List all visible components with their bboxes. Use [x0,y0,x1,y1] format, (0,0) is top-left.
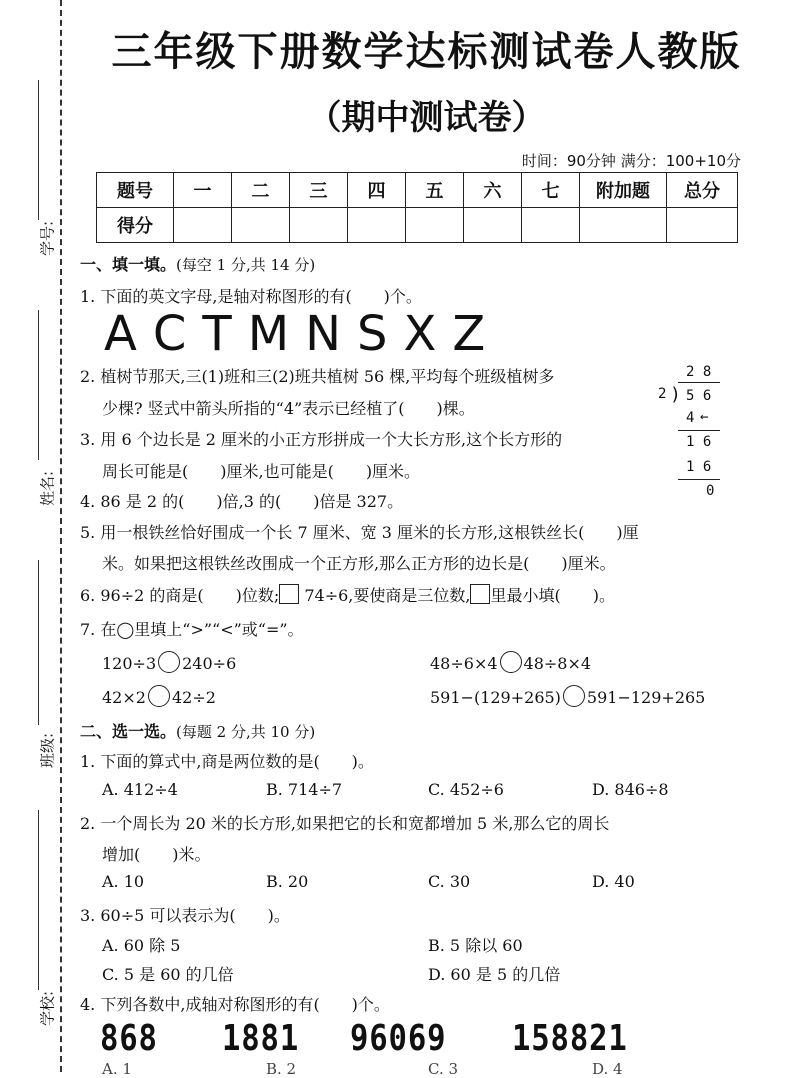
compare-circle[interactable] [158,651,180,673]
binding-dashed-line [60,0,62,1072]
division-bracket: ) [670,384,681,405]
option[interactable]: D. 846÷8 [592,780,669,799]
student-id-line [38,80,39,220]
compare-circle[interactable] [148,685,170,707]
division-dividend: 5 6 [686,388,712,404]
score-cell: 六 [464,173,522,208]
s1-question-3-line2: 周长可能是( )厘米,也可能是( )厘米。 [102,462,421,481]
s1-question-2-line1: 2. 植树节那天,三(1)班和三(2)班共植树 56 棵,平均每个班级植树多 [80,367,555,386]
s1-question-1: 1. 下面的英文字母,是轴对称图形的有( )个。 [80,287,422,306]
s1-question-5-line1: 5. 用一根铁丝恰好围成一个长 7 厘米、宽 3 厘米的长方形,这根铁丝长( )厘 [80,523,639,542]
division-step1: 4 [686,410,695,426]
blank-box[interactable] [279,584,299,604]
division-step2: 1 6 [686,434,712,450]
option[interactable]: B. 2 [266,1060,297,1078]
s1-question-5-line2: 米。如果把这根铁丝改围成一个正方形,那么正方形的边长是( )厘米。 [102,554,616,573]
score-cell: 一 [174,173,232,208]
s2-question-2-line2: 增加( )米。 [102,845,211,864]
letter: Z [452,306,488,362]
page-subtitle: （期中测试卷） [307,98,546,138]
score-cell: 七 [522,173,580,208]
score-table-header-row [97,173,738,208]
compare-circle[interactable] [563,685,585,707]
compare-circle[interactable] [500,651,522,673]
division-line [678,479,720,480]
score-input-cell[interactable] [232,208,290,243]
option[interactable]: B. 20 [266,872,309,891]
letter: C [152,306,189,362]
digital-number: 96069 [350,1018,447,1059]
score-cell: 总分 [667,173,738,208]
digital-number: 158821 [512,1018,628,1059]
option[interactable]: D. 4 [592,1060,623,1078]
option[interactable]: B. 714÷7 [266,780,343,799]
compare-item [102,651,236,673]
q6-part-a: 6. 96÷2 的商是( )位数; [80,586,280,605]
compare-left: 120÷3 [102,654,157,673]
option[interactable]: A. 412÷4 [102,780,178,799]
letter: X [403,306,439,362]
digital-number: 868 [100,1018,158,1059]
score-input-cell[interactable] [348,208,406,243]
section1-heading [80,252,315,275]
score-cell: 五 [406,173,464,208]
s1-question-2-line2: 少棵? 竖式中箭头所指的“4”表示已经植了( )棵。 [102,399,475,418]
s2-question-1: 1. 下面的算式中,商是两位数的是( )。 [80,752,374,771]
letter-row [104,306,501,362]
s1-question-3-line1: 3. 用 6 个边长是 2 厘米的小正方形拼成一个大长方形,这个长方形的 [80,430,563,449]
section1-note: (每空 1 分,共 14 分) [176,256,316,274]
compare-left: 42×2 [102,688,146,707]
option[interactable]: A. 60 除 5 [102,936,181,955]
division-divisor: 2 [658,386,667,402]
compare-item [102,685,216,707]
page-title: 三年级下册数学达标测试卷人教版 [111,29,742,75]
option[interactable]: C. 3 [428,1060,459,1078]
option[interactable]: B. 5 除以 60 [428,936,523,955]
compare-item [430,651,591,673]
long-division [650,360,730,510]
letter: T [202,306,234,362]
letter: M [247,306,292,362]
division-remainder: 0 [706,483,715,499]
division-step3: 1 6 [686,459,712,475]
compare-left: 591−(129+265) [430,688,561,707]
score-input-cell[interactable] [580,208,667,243]
letter: N [305,306,344,362]
section2-heading [80,719,315,742]
s1-question-6 [80,583,615,606]
score-cell: 得分 [97,208,174,243]
score-input-cell[interactable] [290,208,348,243]
score-cell: 附加题 [580,173,667,208]
school-label: 学校: [38,990,57,1027]
score-cell: 四 [348,173,406,208]
score-input-cell[interactable] [406,208,464,243]
compare-right: 240÷6 [182,654,237,673]
section2-title: 二、选一选。 [80,722,177,741]
score-input-cell[interactable] [464,208,522,243]
letter: A [104,306,139,362]
s1-question-7: 7. 在◯里填上“>”“<”或“=”。 [80,620,304,639]
compare-right: 42÷2 [171,688,216,707]
class-label: 班级: [38,732,57,769]
compare-left: 48÷6×4 [430,654,498,673]
section2-note: (每题 2 分,共 10 分) [176,723,316,741]
score-table-score-row [97,208,738,243]
name-label: 姓名: [38,470,57,507]
score-input-cell[interactable] [667,208,738,243]
score-input-cell[interactable] [174,208,232,243]
digital-number: 1881 [222,1018,300,1059]
s2-question-4: 4. 下列各数中,成轴对称图形的有( )个。 [80,995,390,1014]
name-line [38,310,39,460]
compare-item [430,685,705,707]
option[interactable]: D. 60 是 5 的几倍 [428,965,561,984]
option[interactable]: C. 452÷6 [428,780,504,799]
division-arrow: ← [700,409,709,425]
score-cell: 三 [290,173,348,208]
division-bar [678,382,720,383]
compare-right: 48÷8×4 [523,654,592,673]
s2-question-2-line1: 2. 一个周长为 20 米的长方形,如果把它的长和宽都增加 5 米,那么它的周长 [80,814,610,833]
option[interactable]: A. 10 [102,872,145,891]
section1-title: 一、填一填。 [80,255,177,274]
class-line [38,560,39,725]
blank-box[interactable] [470,584,490,604]
score-cell: 二 [232,173,290,208]
option[interactable]: C. 30 [428,872,471,891]
option[interactable]: C. 5 是 60 的几倍 [102,965,234,984]
q6-part-c: 里最小填( )。 [490,586,615,605]
school-line [38,810,39,990]
score-cell: 题号 [97,173,174,208]
score-table [96,172,738,243]
student-id-label: 学号: [38,220,57,257]
division-line [678,430,720,431]
score-input-cell[interactable] [522,208,580,243]
q6-part-b: 74÷6,要使商是三位数, [304,586,471,605]
s1-question-4: 4. 86 是 2 的( )倍,3 的( )倍是 327。 [80,492,404,511]
compare-right: 591−129+265 [586,688,706,707]
division-quotient: 2 8 [686,364,712,380]
option[interactable]: D. 40 [592,872,635,891]
option[interactable]: A. 1 [102,1060,132,1078]
letter: S [357,306,390,362]
s2-question-3: 3. 60÷5 可以表示为( )。 [80,906,290,925]
time-info: 时间：90分钟 满分：100+10分 [521,152,741,170]
